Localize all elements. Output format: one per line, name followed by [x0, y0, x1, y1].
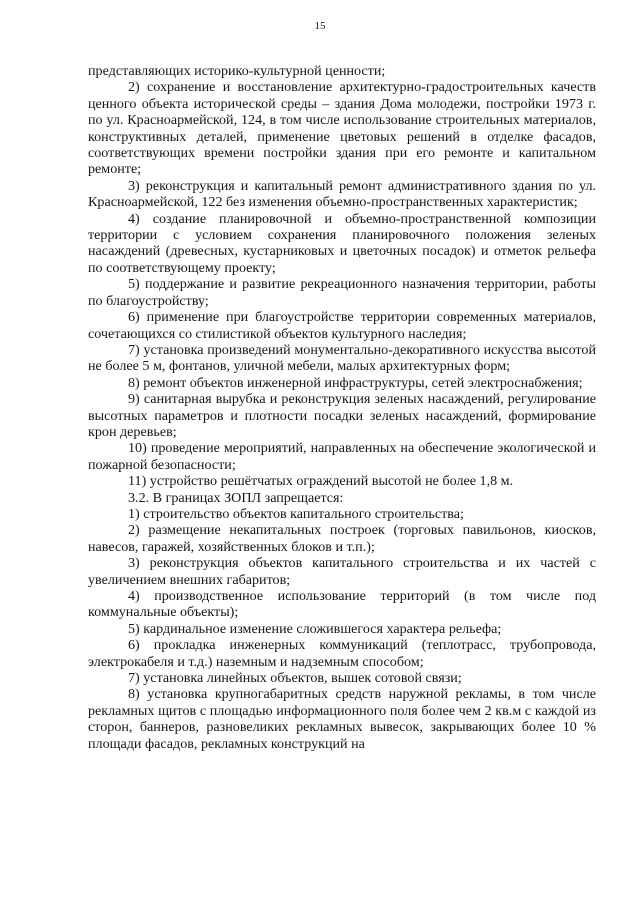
- list-item: 6) прокладка инженерных коммуникаций (теплотрасс, трубопровода, электрокабеля и т.д.) наземным и надземным способом;: [88, 637, 596, 670]
- list-item: 4) создание планировочной и объемно-пространственной композиции территории с условием сохранения планировочного положения зеленых насаждений (древесных, кустарниковых и цветочных посадок) и отметок рельефа по соответствующему проекту;: [88, 210, 596, 276]
- document-body: [88, 63, 596, 752]
- list-item: 4) производственное использование территорий (в том числе под коммунальные объекты);: [88, 588, 596, 621]
- list-item: 9) санитарная вырубка и реконструкция зеленых насаждений, регулирование высотных параметров и плотности посадки зеленых насаждений, формирование крон деревьев;: [88, 391, 596, 440]
- list-item: 1) строительство объектов капитального строительства;: [128, 505, 464, 522]
- list-item: 5) поддержание и развитие рекреационного назначения территории, работы по благоустройству;: [88, 276, 596, 309]
- list-item: 8) установка крупногабаритных средств наружной рекламы, в том числе рекламных щитов с площадью информационного поля более чем 2 кв.м с каждой из сторон, баннеров, разновеликих рекламных вывесок, закрывающих более 10 % площади фасадов, рекламных конструкций на: [88, 686, 596, 752]
- list-item: 2) сохранение и восстановление архитектурно-градостроительных качеств ценного объекта исторической среды – здания Дома молодежи, постройки 1973 г. по ул. Красноармейской, 124, в том числе использование строительных материалов, конструктивных деталей, применение цветовых решений в отделке фасадов, соответствующих времени постройки здания при его ремонте и капитальном ремонте;: [88, 79, 596, 178]
- section-heading: 3.2. В границах ЗОПЛ запрещается:: [128, 489, 344, 506]
- list-item: 7) установка произведений монументально-декоративного искусства высотой не более 5 м, фонтанов, уличной мебели, малых архитектурных форм;: [88, 341, 596, 375]
- list-item: 2) размещение некапитальных построек (торговых павильонов, киосков, навесов, гаражей, хозяйственных блоков и т.п.);: [88, 522, 596, 555]
- list-item: 3) реконструкция и капитальный ремонт административного здания по ул. Красноармейской, 122 без изменения объемно-пространственных характеристик;: [88, 177, 596, 211]
- list-item: 3) реконструкция объектов капитального строительства и их частей с увеличением внешних габаритов;: [88, 555, 596, 588]
- page-number: 15: [314, 20, 326, 32]
- list-item: 11) устройство решётчатых ограждений высотой не более 1,8 м.: [128, 473, 514, 490]
- list-item: 7) установка линейных объектов, вышек сотовой связи;: [128, 670, 462, 687]
- list-item: 8) ремонт объектов инженерной инфраструктуры, сетей электроснабжения;: [128, 374, 583, 391]
- list-item: 10) проведение мероприятий, направленных на обеспечение экологической и пожарной безопасности;: [88, 440, 596, 473]
- list-item: 6) применение при благоустройстве территории современных материалов, сочетающихся со стилистикой объектов культурного наследия;: [88, 309, 596, 342]
- list-item: 5) кардинальное изменение сложившегося характера рельефа;: [128, 620, 502, 637]
- paragraph-continuation: представляющих историко-культурной ценности;: [88, 63, 386, 79]
